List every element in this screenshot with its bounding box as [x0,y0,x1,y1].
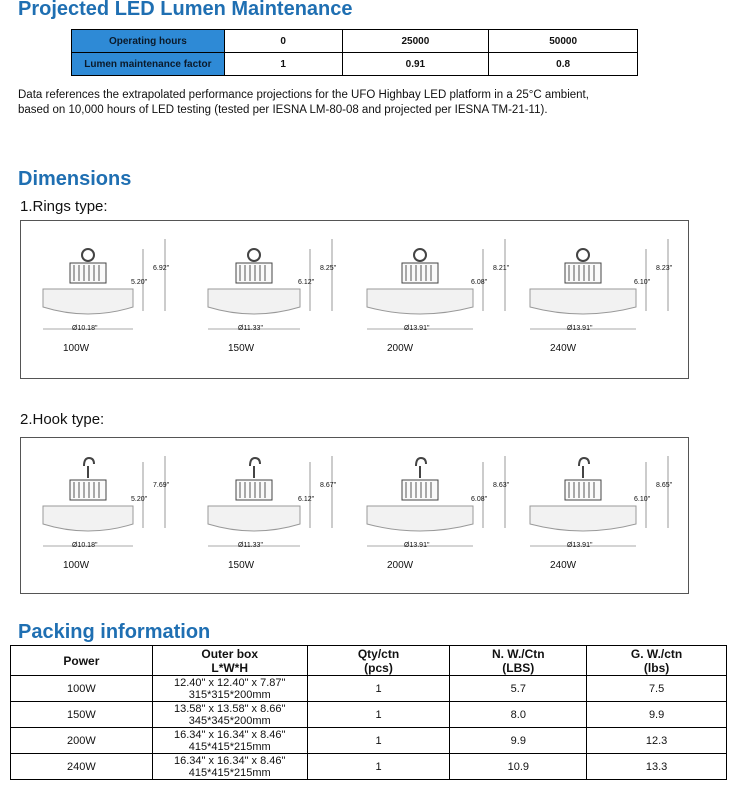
diameter-label: Ø13.91" [567,325,593,332]
qty-cell: 1 [307,702,450,728]
luminaire-drawing [363,448,523,558]
heatsink-shape [236,480,272,500]
overall-height-label: 8.25" [320,265,337,272]
col-outer-box: Outer box L*W*H [152,646,307,676]
packing-table [10,645,727,780]
lamp-body-shape [367,506,473,531]
power-label: 150W [228,343,255,354]
hook-figure-panel [20,437,689,594]
overall-height-label: 8.23" [656,265,673,272]
col-net-weight: N. W./Ctn (LBS) [450,646,587,676]
ring-mount-icon [248,249,260,261]
power-cell: 200W [11,728,153,754]
luminaire-drawing [363,231,523,341]
heatsink-shape [565,480,601,500]
dimensions-title: Dimensions [18,168,132,190]
col-gross-weight: G. W./ctn (lbs) [587,646,727,676]
luminaire-drawing [204,448,364,558]
packing-title: Packing information [18,621,211,643]
overall-height-label: 8.63" [493,482,510,489]
factor-label: Lumen maintenance factor [72,53,225,76]
table-row [11,754,727,780]
power-label: 200W [387,343,414,354]
box-cell: 16.34" x 16.34" x 8.46" 415*415*215mm [152,728,307,754]
luminaire-drawing [204,231,364,341]
nw-cell: 8.0 [450,702,587,728]
factor-cell: 0.91 [342,53,489,76]
heatsink-shape [402,263,438,283]
height-label: 5.20" [131,279,148,286]
packing-header-row [11,646,727,676]
diameter-label: Ø10.18" [72,325,98,332]
power-label: 200W [387,560,414,571]
ring-mount-icon [82,249,94,261]
heatsink-shape [565,263,601,283]
factor-cell: 1 [224,53,342,76]
power-label: 240W [550,343,577,354]
lamp-body-shape [43,506,133,531]
diameter-label: Ø13.91" [404,542,430,549]
factor-cell: 0.8 [489,53,638,76]
hours-cell: 50000 [489,30,638,53]
gw-cell: 7.5 [587,676,727,702]
gw-cell: 12.3 [587,728,727,754]
heatsink-shape [70,480,106,500]
hook-type-label: 2.Hook type: [20,411,105,428]
height-label: 6.08" [471,279,488,286]
lumen-table [71,29,638,76]
hook-mount-icon [416,458,426,466]
overall-height-label: 8.65" [656,482,673,489]
box-cell: 12.40" x 12.40" x 7.87" 315*315*200mm [152,676,307,702]
hours-cell: 25000 [342,30,489,53]
hook-mount-icon [84,458,94,466]
table-row [11,702,727,728]
rings-figure-panel [20,220,689,379]
table-row [11,676,727,702]
power-label: 100W [63,343,90,354]
overall-height-label: 8.67" [320,482,337,489]
rings-type-label: 1.Rings type: [20,198,108,215]
height-label: 6.10" [634,279,651,286]
power-cell: 150W [11,702,153,728]
diameter-label: Ø13.91" [567,542,593,549]
lumen-row-hours [72,30,638,53]
qty-cell: 1 [307,728,450,754]
lamp-body-shape [367,289,473,314]
heatsink-shape [70,263,106,283]
diameter-label: Ø11.33" [238,325,263,332]
luminaire-drawing [526,448,686,558]
power-label: 100W [63,560,90,571]
box-cell: 16.34" x 16.34" x 8.46" 415*415*215mm [152,754,307,780]
table-row [11,728,727,754]
overall-height-label: 7.69" [153,482,170,489]
nw-cell: 5.7 [450,676,587,702]
power-label: 150W [228,560,255,571]
heatsink-shape [402,480,438,500]
overall-height-label: 8.21" [493,265,510,272]
nw-cell: 9.9 [450,728,587,754]
diameter-label: Ø11.33" [238,542,263,549]
ring-mount-icon [414,249,426,261]
lamp-body-shape [43,289,133,314]
height-label: 5.20" [131,496,148,503]
height-label: 6.12" [298,496,315,503]
power-cell: 100W [11,676,153,702]
box-cell: 13.58" x 13.58" x 8.66" 345*345*200mm [152,702,307,728]
hours-cell: 0 [224,30,342,53]
hook-mount-icon [250,458,260,466]
col-power: Power [11,646,153,676]
lamp-body-shape [208,506,300,531]
luminaire-drawing [39,448,199,558]
luminaire-drawing [526,231,686,341]
lamp-body-shape [530,506,636,531]
height-label: 6.08" [471,496,488,503]
height-label: 6.10" [634,496,651,503]
qty-cell: 1 [307,676,450,702]
power-cell: 240W [11,754,153,780]
hours-label: Operating hours [72,30,225,53]
lamp-body-shape [530,289,636,314]
height-label: 6.12" [298,279,315,286]
ring-mount-icon [577,249,589,261]
col-qty: Qty/ctn (pcs) [307,646,450,676]
diameter-label: Ø10.18" [72,542,98,549]
lamp-body-shape [208,289,300,314]
lumen-row-factor [72,53,638,76]
gw-cell: 13.3 [587,754,727,780]
luminaire-drawing [39,231,199,341]
diameter-label: Ø13.91" [404,325,430,332]
heatsink-shape [236,263,272,283]
overall-height-label: 6.92" [153,265,170,272]
gw-cell: 9.9 [587,702,727,728]
lumen-note: Data references the extrapolated performance projections for the UFO Highbay LED platform in a 25°C ambient, based on 10,000 hours of LED testing (tested per IESNA LM-80-08 and projected per IESNA TM-21-11). [18,89,589,116]
nw-cell: 10.9 [450,754,587,780]
hook-mount-icon [579,458,589,466]
power-label: 240W [550,560,577,571]
qty-cell: 1 [307,754,450,780]
lumen-title: Projected LED Lumen Maintenance [18,0,353,20]
